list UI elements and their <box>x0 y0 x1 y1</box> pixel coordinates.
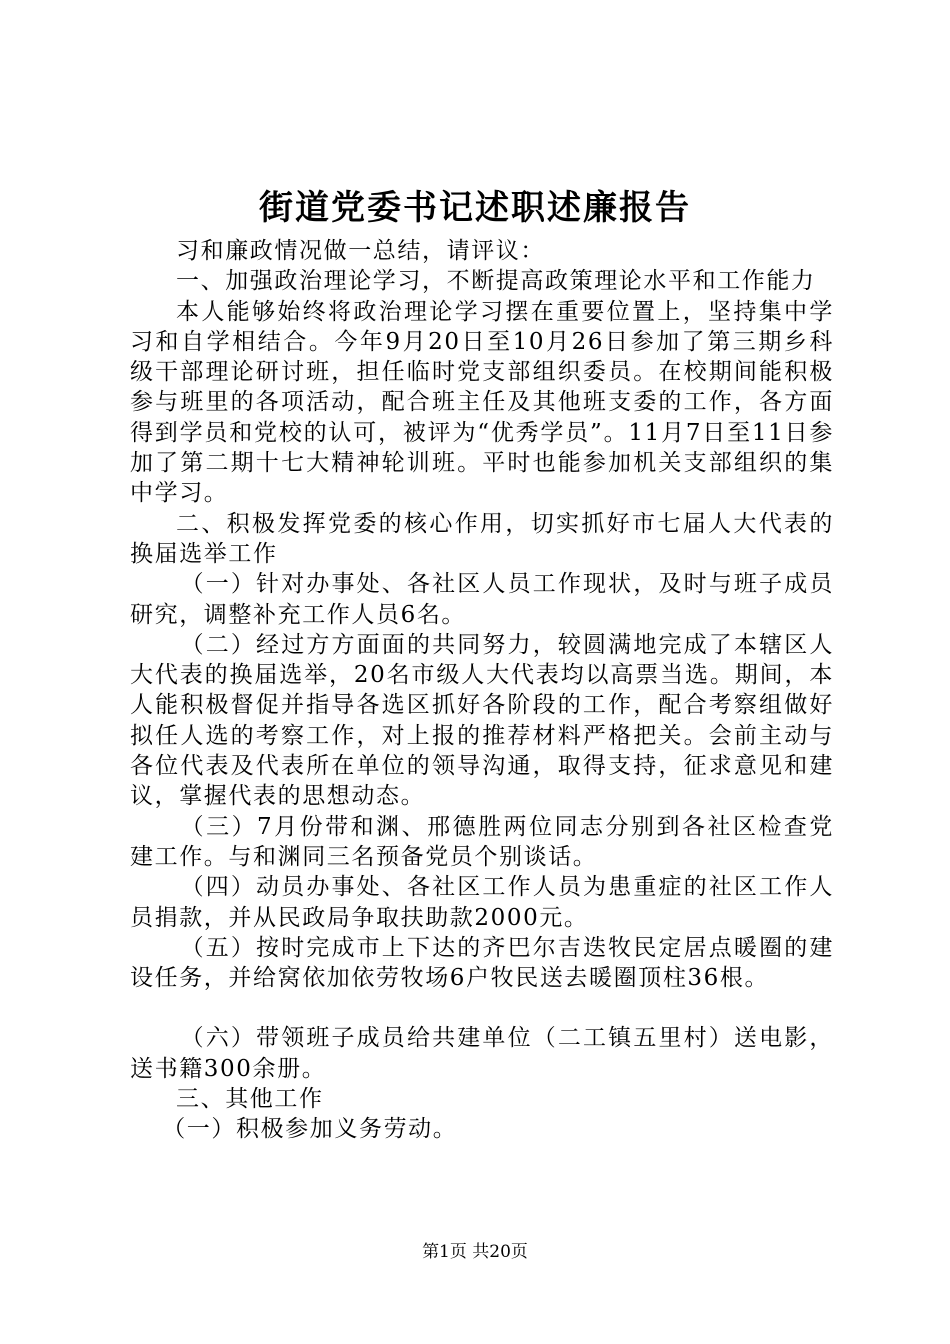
list-item-5: （五）按时完成市上下达的齐巴尔吉迭牧民定居点暖圈的建设任务，并给窝依加依劳牧场6户牧民送去暖圈顶柱36根。 <box>130 934 834 992</box>
section-heading-1: 一、加强政治理论学习，不断提高政策理论水平和工作能力 <box>176 268 816 295</box>
list-item-other-1: （一）积极参加义务劳动。 <box>162 1116 458 1143</box>
document-title: 街道党委书记述职述廉报告 <box>259 188 691 228</box>
document-body <box>130 236 834 1145</box>
section-heading-2: 二、积极发挥党委的核心作用，切实抓好市七届人大代表的换届选举工作 <box>130 510 834 567</box>
list-item-1: （一）针对办事处、各社区人员工作现状，及时与班子成员研究，调整补充工作人员6名。 <box>130 571 834 628</box>
paragraph-gap <box>130 993 834 1023</box>
list-item-3: （三）7月份带和渊、邢德胜两位同志分别到各社区检查党建工作。与和渊同三名预备党员个别谈话。 <box>130 813 834 870</box>
list-item-4: （四）动员办事处、各社区工作人员为患重症的社区工作人员捐款，并从民政局争取扶助款2000元。 <box>130 874 834 931</box>
section-heading-3: 三、其他工作 <box>176 1086 324 1113</box>
list-item-2: （二）经过方方面面的共同努力，较圆满地完成了本辖区人大代表的换届选举，20名市级人大代表均以高票当选。期间，本人能积极督促并指导各选区抓好各阶段的工作，配合考察组做好拟任人选的考察工作，对上报的推荐材料严格把关。会前主动与各位代表及代表所在单位的领导沟通，取得支持，征求意见和建议，掌握代表的思想动态。 <box>130 631 834 810</box>
paragraph-study: 本人能够始终将政治理论学习摆在重要位置上，坚持集中学习和自学相结合。今年9月20日至10月26日参加了第三期乡科级干部理论研讨班，担任临时党支部组织委员。在校期间能积极参与班里的各项活动，配合班主任及其他班支委的工作，各方面得到学员和党校的认可，被评为“优秀学员”。11月7日至11日参加了第二期十七大精神轮训班。平时也能参加机关支部组织的集中学习。 <box>130 298 834 507</box>
list-item-6: （六）带领班子成员给共建单位（二工镇五里村）送电影，送书籍300余册。 <box>130 1025 834 1082</box>
page-footer: 第1页 共20页 <box>422 1242 528 1262</box>
paragraph-intro: 习和廉政情况做一总结，请评议： <box>176 238 545 264</box>
